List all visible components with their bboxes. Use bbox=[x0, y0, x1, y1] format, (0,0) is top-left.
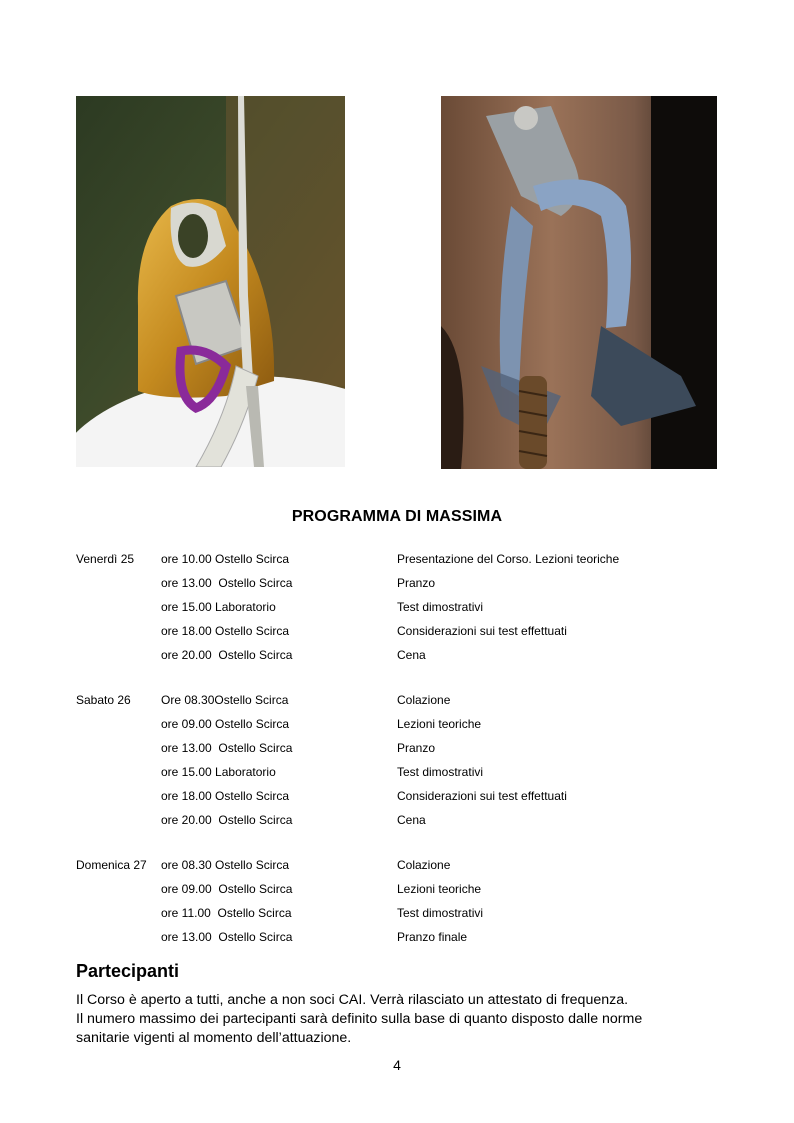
schedule-row bbox=[76, 621, 716, 645]
schedule-activity: Considerazioni sui test effettuati bbox=[397, 789, 567, 803]
schedule-time: Ore 08.30Ostello Scirca bbox=[161, 693, 289, 707]
schedule-row bbox=[76, 810, 716, 834]
schedule-day-label: Venerdì 25 bbox=[76, 552, 135, 566]
schedule-row bbox=[76, 573, 716, 597]
schedule-time: ore 13.00 Ostello Scirca bbox=[161, 930, 293, 944]
schedule-row bbox=[76, 903, 716, 927]
schedule-day-label: Sabato 26 bbox=[76, 693, 131, 707]
schedule-time: ore 18.00 Ostello Scirca bbox=[161, 624, 290, 638]
schedule-activity: Test dimostrativi bbox=[397, 906, 484, 920]
schedule-time: ore 15.00 Laboratorio bbox=[161, 765, 276, 779]
schedule-row bbox=[76, 738, 716, 762]
schedule-row bbox=[76, 927, 716, 951]
schedule-time: ore 20.00 Ostello Scirca bbox=[161, 813, 293, 827]
schedule-activity: Pranzo bbox=[397, 576, 436, 590]
schedule-time: ore 15.00 Laboratorio bbox=[161, 600, 276, 614]
participants-line: Il Corso è aperto a tutti, anche a non soci CAI. Verrà rilasciato un attestato di frequenza. bbox=[76, 992, 629, 1008]
schedule-activity: Pranzo finale bbox=[397, 930, 468, 944]
schedule-activity: Colazione bbox=[397, 693, 451, 707]
corroded-anchor-photo bbox=[441, 96, 717, 469]
schedule-activity: Pranzo bbox=[397, 741, 436, 755]
schedule-row bbox=[76, 549, 716, 573]
schedule-activity: Test dimostrativi bbox=[397, 765, 484, 779]
schedule-activity: Presentazione del Corso. Lezioni teoriche bbox=[397, 552, 620, 566]
schedule-row bbox=[76, 690, 716, 714]
schedule-row bbox=[76, 597, 716, 621]
schedule-activity: Lezioni teoriche bbox=[397, 717, 482, 731]
schedule-row bbox=[76, 786, 716, 810]
schedule-row bbox=[76, 645, 716, 669]
schedule-activity: Considerazioni sui test effettuati bbox=[397, 624, 567, 638]
program-title: PROGRAMMA DI MASSIMA bbox=[291, 508, 503, 525]
schedule-time: ore 13.00 Ostello Scirca bbox=[161, 741, 293, 755]
participants-line: sanitarie vigenti al momento dell’attuazione. bbox=[76, 1030, 352, 1046]
schedule-time: ore 18.00 Ostello Scirca bbox=[161, 789, 290, 803]
participants-paragraph bbox=[76, 991, 736, 1048]
schedule-time: ore 20.00 Ostello Scirca bbox=[161, 648, 293, 662]
schedule-day-block bbox=[76, 855, 716, 951]
schedule-row bbox=[76, 879, 716, 903]
schedule-time: ore 08.30 Ostello Scirca bbox=[161, 858, 290, 872]
schedule-row bbox=[76, 855, 716, 879]
schedule-time: ore 11.00 Ostello Scirca bbox=[161, 906, 292, 920]
schedule-row bbox=[76, 714, 716, 738]
schedule-activity: Cena bbox=[397, 813, 426, 827]
schedule-time: ore 10.00 Ostello Scirca bbox=[161, 552, 290, 566]
schedule-time: ore 13.00 Ostello Scirca bbox=[161, 576, 293, 590]
schedule-time: ore 09.00 Ostello Scirca bbox=[161, 717, 290, 731]
schedule-activity: Lezioni teoriche bbox=[397, 882, 482, 896]
participants-heading: Partecipanti bbox=[76, 961, 180, 981]
schedule-activity: Test dimostrativi bbox=[397, 600, 484, 614]
participants-line: Il numero massimo dei partecipanti sarà definito sulla base di quanto disposto dalle norme bbox=[76, 1011, 643, 1027]
schedule-day-label: Domenica 27 bbox=[76, 858, 147, 872]
page-number: 4 bbox=[393, 1057, 401, 1073]
schedule-activity: Colazione bbox=[397, 858, 451, 872]
schedule-day-block bbox=[76, 690, 716, 834]
schedule-day-block bbox=[76, 549, 716, 669]
schedule-time: ore 09.00 Ostello Scirca bbox=[161, 882, 293, 896]
schedule-row bbox=[76, 762, 716, 786]
schedule-activity: Cena bbox=[397, 648, 426, 662]
rope-descender-photo bbox=[76, 96, 345, 467]
schedule-table bbox=[76, 549, 716, 972]
